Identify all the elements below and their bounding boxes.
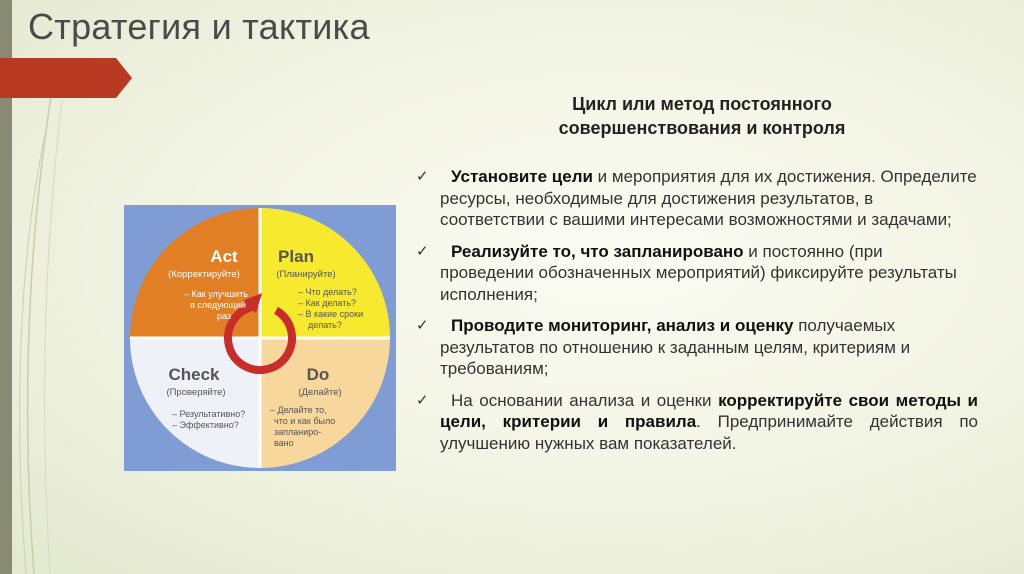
plan-item-4: делать? xyxy=(308,320,342,330)
bullet-2-bold: Реализуйте то, что запланировано xyxy=(451,241,744,261)
act-title: Act xyxy=(210,247,238,266)
slide-title: Стратегия и тактика xyxy=(28,6,370,47)
bullet-4-text: . Предпринимайте действия по улучшению нужных вам показателей. xyxy=(440,412,978,453)
bullet-item-3 xyxy=(416,315,978,380)
check-icon: ✓ xyxy=(416,391,429,409)
act-item-2: в следующий xyxy=(190,300,246,310)
check-subtitle: (Проверяйте) xyxy=(166,387,226,398)
heading-line-2: совершенствования и контроля xyxy=(558,118,846,138)
check-icon: ✓ xyxy=(416,242,429,260)
title-arrow-shape xyxy=(0,58,132,98)
decorative-curves xyxy=(0,90,70,574)
act-subtitle: (Корректируйте) xyxy=(168,269,240,280)
bullet-3-text: получаемых результатов по отношению к заданным целям, критериям и требованиям; xyxy=(440,316,911,378)
check-icon: ✓ xyxy=(416,168,429,185)
do-item-2: что и как было xyxy=(274,416,336,426)
do-item-3: запланиро- xyxy=(274,427,322,437)
heading-line-1: Цикл или метод постоянного xyxy=(572,94,832,114)
pdca-cycle-diagram xyxy=(124,205,396,471)
section-heading xyxy=(500,92,904,140)
bullet-item-4 xyxy=(416,390,978,455)
check-item-1: – Результативно? xyxy=(172,409,246,419)
bullet-4-pre: На основании анализа и оценки xyxy=(451,390,719,410)
do-subtitle: (Делайте) xyxy=(298,387,342,398)
do-item-1: – Делайте то, xyxy=(270,405,327,415)
do-item-4: вано xyxy=(274,438,294,448)
check-title: Check xyxy=(168,365,220,384)
check-icon: ✓ xyxy=(416,317,429,334)
do-title: Do xyxy=(306,365,330,384)
plan-item-1: – Что делать? xyxy=(298,287,357,297)
bullet-list xyxy=(416,166,978,464)
bullet-2-text: и постоянно (при проведении обозначенных мероприятий) фиксируйте результаты исполнения; xyxy=(440,241,957,304)
bullet-4-bold: корректируйте свои методы и цели, критерии и правила xyxy=(440,390,978,431)
act-item-3: раз xyxy=(216,311,232,321)
plan-title: Plan xyxy=(278,247,314,266)
plan-item-2: – Как делать? xyxy=(298,298,357,308)
check-item-2: – Эффективно? xyxy=(172,420,239,430)
bullet-1-bold: Установите цели xyxy=(451,167,593,186)
act-item-1: – Как улучшить xyxy=(184,289,248,299)
bullet-3-bold: Проводите мониторинг, анализ и оценку xyxy=(451,316,794,335)
plan-subtitle: (Планируйте) xyxy=(276,269,336,280)
bullet-1-text: и мероприятия для их достижения. Определите ресурсы, необходимые для достижения результатов, в соответствии с вашими интересами возможностями и задачами; xyxy=(440,167,977,229)
plan-item-3: – В какие сроки xyxy=(298,309,364,319)
bullet-item-1 xyxy=(416,166,978,231)
bullet-item-2 xyxy=(416,241,978,306)
